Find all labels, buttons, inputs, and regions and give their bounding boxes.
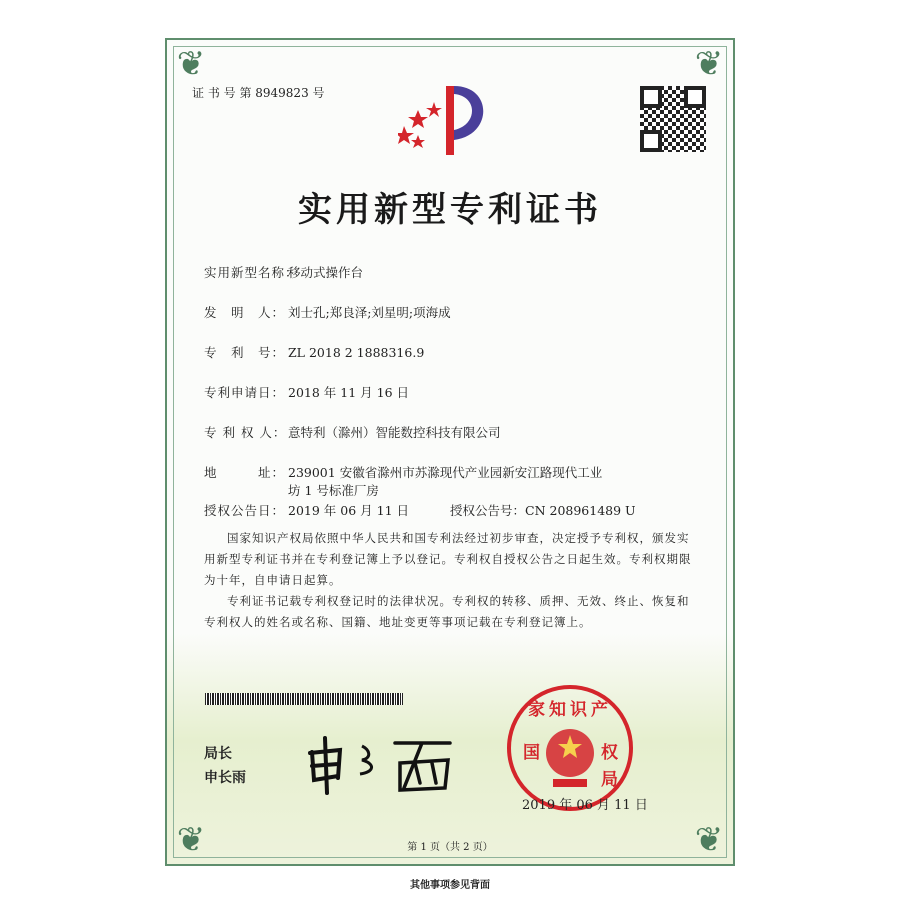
cnipa-logo-icon <box>398 80 498 160</box>
corner-ornament-icon: ❦ <box>694 820 724 860</box>
svg-text:家知识产: 家知识产 <box>528 700 612 720</box>
svg-text:权: 权 <box>601 743 618 763</box>
field-label: 授权公告日： <box>204 503 286 518</box>
certificate-number: 证 书 号 第 8949823 号 <box>192 86 325 100</box>
corner-ornament-icon: ❦ <box>176 820 206 860</box>
paragraph-legal: 专利证书记载专利权登记时的法律状况。专利权的转移、质押、无效、终止、恢复和专利权人的姓名或名称、国籍、地址变更等事项记载在专利登记簿上。 <box>204 594 690 629</box>
corner-ornament-icon: ❦ <box>176 44 206 84</box>
field-label: 专 利 号： <box>204 345 286 360</box>
field-label: 专 利 权 人： <box>204 425 287 440</box>
page-info: 第 1 页（共 2 页） <box>407 842 493 853</box>
field-label: 专利申请日： <box>204 385 286 400</box>
field-value: 刘士孔;郑良泽;刘星明;项海成 <box>288 305 451 320</box>
field-value: CN 208961489 U <box>525 503 636 518</box>
field-value: 2019 年 06 月 11 日 <box>288 503 409 518</box>
field-address-line2: 坊 1 号标准厂房 <box>288 483 379 498</box>
field-inventors <box>204 303 451 321</box>
svg-text:国: 国 <box>523 743 540 763</box>
field-utility-model-name <box>204 263 363 281</box>
field-value: 意特利（滁州）智能数控科技有限公司 <box>288 425 501 440</box>
field-address <box>204 463 602 481</box>
field-grant-date <box>204 501 409 519</box>
field-label: 授权公告号： <box>450 503 526 518</box>
field-label: 地 址： <box>204 465 286 480</box>
signer-name: 申长雨 <box>204 770 246 786</box>
footer-note: 其他事项参见背面 <box>410 880 490 891</box>
field-label: 实用新型名称： <box>204 265 299 280</box>
field-patentee <box>204 423 501 441</box>
field-value: 移动式操作台 <box>288 265 364 280</box>
field-label: 发 明 人： <box>204 305 286 320</box>
field-value: 2018 年 11 月 16 日 <box>288 385 409 400</box>
seal-date: 2019 年 06 月 11 日 <box>522 798 648 813</box>
signer-title: 局长 <box>204 746 232 762</box>
qr-code <box>640 86 706 152</box>
certificate-title: 实用新型专利证书 <box>298 190 602 230</box>
barcode <box>205 693 403 705</box>
svg-text:局: 局 <box>601 770 618 790</box>
field-application-date <box>204 383 409 401</box>
field-patent-number <box>204 343 424 361</box>
paragraph-grant: 国家知识产权局依照中华人民共和国专利法经过初步审查，决定授予专利权，颁发实用新型专利证书并在专利登记簿上予以登记。专利权自授权公告之日起生效。专利权期限为十年，自申请日起算。 <box>204 531 692 587</box>
corner-ornament-icon: ❦ <box>694 44 724 84</box>
field-value: ZL 2018 2 1888316.9 <box>288 345 425 360</box>
field-value: 239001 安徽省滁州市苏滁现代产业园新安江路现代工业 <box>288 465 603 480</box>
signature-image <box>300 728 460 798</box>
field-announcement-number <box>450 501 636 519</box>
